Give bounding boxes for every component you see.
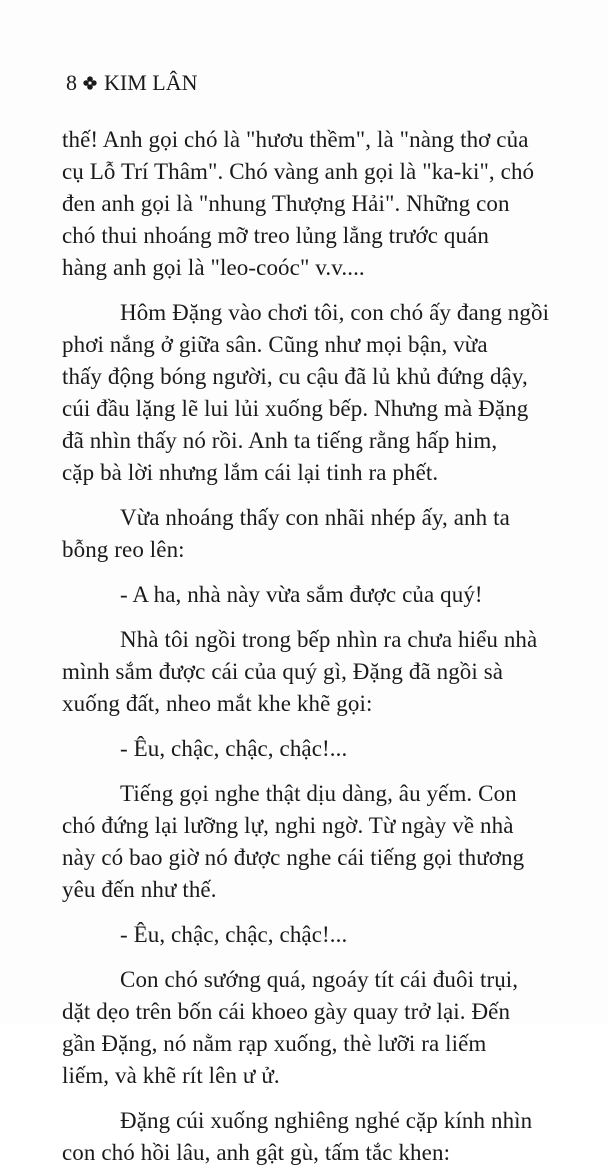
dialogue-line: - A ha, nhà này vừa sắm được của quý! (120, 582, 483, 607)
text-line: bỗng reo lên: (62, 537, 185, 562)
text-line: gần Đặng, nó nằm rạp xuống, thè lưỡi ra liếm (62, 1031, 487, 1056)
text-line: này có bao giờ nó được nghe cái tiếng gọi thương (62, 845, 525, 870)
text-line: phơi nắng ở giữa sân. Cũng như mọi bận, vừa (62, 332, 488, 357)
text-line: liếm, và khẽ rít lên ư ử. (62, 1063, 280, 1088)
text-line: Tiếng gọi nghe thật dịu dàng, âu yếm. Con (120, 781, 517, 806)
text-line: thấy động bóng người, cu cậu đã lủ khủ đứng dậy, (62, 364, 528, 389)
body-text (62, 124, 582, 1169)
text-line: Con chó sướng quá, ngoáy tít cái đuôi trụi, (120, 967, 519, 992)
text-line: con chó hồi lâu, anh gật gù, tấm tắc khen: (62, 1140, 451, 1165)
dialogue-line: - Êu, chậc, chậc, chậc!... (120, 922, 348, 947)
text-line: Vừa nhoáng thấy con nhãi nhép ấy, anh ta (120, 505, 510, 530)
flower-ornament-icon (83, 76, 97, 90)
text-line: Nhà tôi ngồi trong bếp nhìn ra chưa hiểu nhà (120, 627, 538, 652)
text-line: dặt dẹo trên bốn cái khoeo gày quay trở lại. Đến (62, 999, 511, 1024)
text-line: thế! Anh gọi chó là "hươu thềm", là "nàng thơ của (62, 127, 529, 152)
text-line: cúi đầu lặng lẽ lui lủi xuống bếp. Nhưng mà Đặng (62, 396, 529, 421)
dialogue-line: - Êu, chậc, chậc, chậc!... (120, 736, 348, 761)
page-number: 8 (66, 70, 77, 95)
author-name: KIM LÂN (104, 70, 198, 95)
text-line: Hôm Đặng vào chơi tôi, con chó ấy đang ngồi (120, 300, 550, 325)
text-line: đen anh gọi là "nhung Thượng Hải". Những con (62, 191, 510, 216)
text-line: chó đứng lại lưỡng lự, nghi ngờ. Từ ngày về nhà (62, 813, 514, 838)
text-line: chó thui nhoáng mỡ treo lủng lẳng trước quán (62, 223, 489, 248)
text-line: Đặng cúi xuống nghiêng nghé cặp kính nhìn (120, 1108, 533, 1133)
text-line: đã nhìn thấy nó rồi. Anh ta tiếng rằng hấp him, (62, 428, 498, 453)
text-line: hàng anh gọi là "leo-coóc" v.v.... (62, 255, 365, 280)
text-line: cụ Lỗ Trí Thâm". Chó vàng anh gọi là "ka-ki", chó (62, 159, 535, 184)
text-line: mình sắm được cái của quý gì, Đặng đã ngồi sà (62, 659, 504, 684)
text-line: cặp bà lời nhưng lắm cái lại tinh ra phết. (62, 460, 439, 485)
running-head (66, 70, 198, 96)
text-line: xuống đất, nheo mắt khe khẽ gọi: (62, 691, 373, 716)
text-line: yêu đến như thế. (62, 877, 217, 902)
